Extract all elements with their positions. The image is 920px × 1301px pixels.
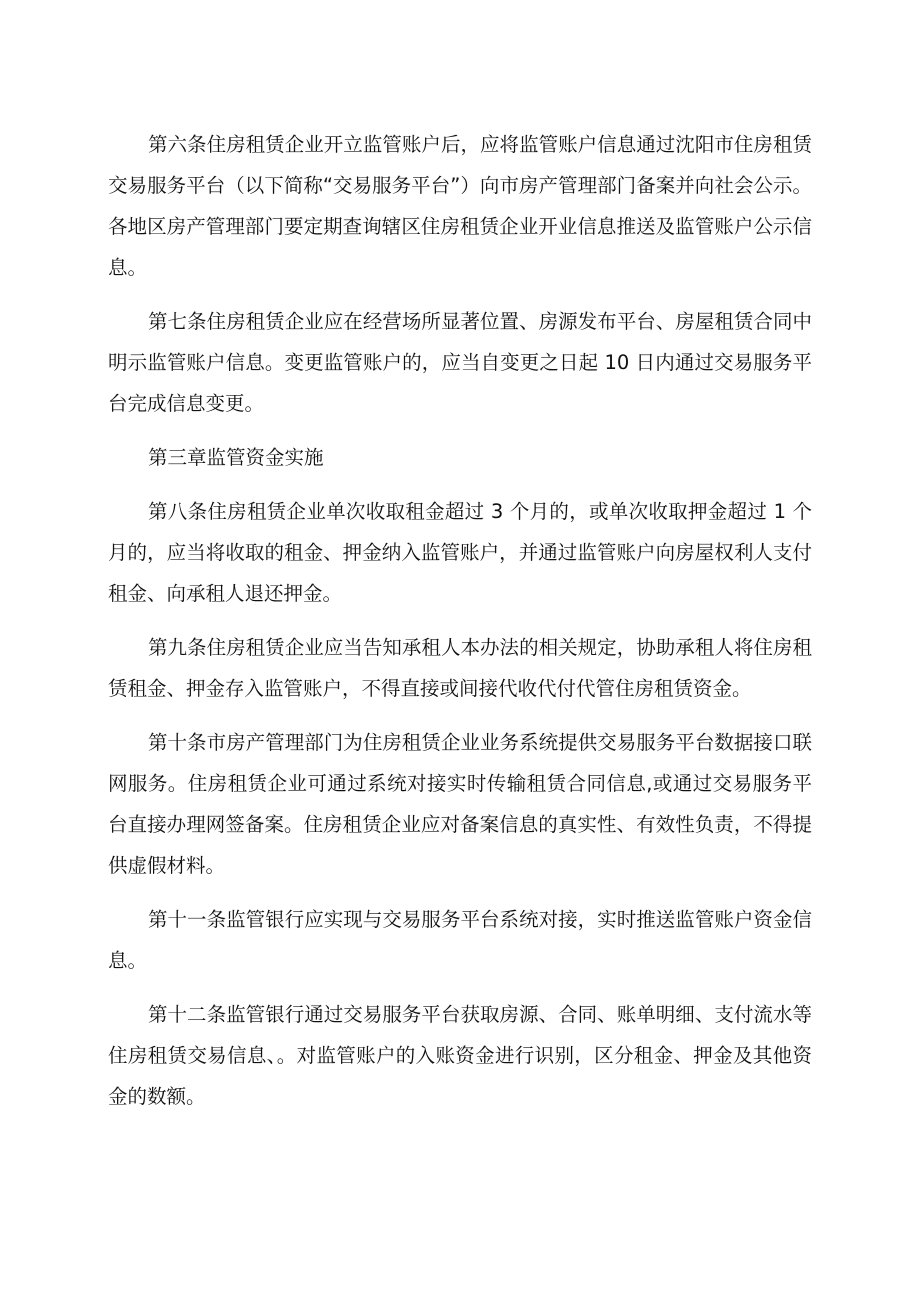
article-6-paragraph: 第六条住房租赁企业开立监管账户后，应将监管账户信息通过沈阳市住房租赁交易服务平台（以下简称“交易服务平台”）向市房产管理部门备案并向社会公示。各地区房产管理部门要定期查询辖区住房租赁企业开业信息推送及监管账户公示信息。 (108, 133, 812, 279)
article-8-paragraph: 第八条住房租赁企业单次收取租金超过 3 个月的，或单次收取押金超过 1 个月的，应当将收取的租金、押金纳入监管账户，并通过监管账户向房屋权利人支付租金、向承租人退还押金。 (108, 500, 812, 605)
article-7-paragraph: 第七条住房租赁企业应在经营场所显著位置、房源发布平台、房屋租赁合同中明示监管账户信息。变更监管账户的，应当自变更之日起 10 日内通过交易服务平台完成信息变更。 (108, 310, 812, 415)
article-9-paragraph: 第九条住房租赁企业应当告知承租人本办法的相关规定，协助承租人将住房租赁租金、押金存入监管账户，不得直接或间接代收代付代管住房租赁资金。 (108, 636, 812, 700)
article-12-paragraph: 第十二条监管银行通过交易服务平台获取房源、合同、账单明细、支付流水等住房租赁交易信息、。对监管账户的入账资金进行识别，区分租金、押金及其他资金的数额。 (108, 1003, 812, 1108)
chapter-3-heading: 第三章监管资金实施 (148, 446, 324, 469)
article-10-paragraph: 第十条市房产管理部门为住房租赁企业业务系统提供交易服务平台数据接口联网服务。住房租赁企业可通过系统对接实时传输租赁合同信息,或通过交易服务平台直接办理网签备案。住房租赁企业应对备案信息的真实性、有效性负责，不得提供虚假材料。 (108, 731, 812, 877)
article-11-paragraph: 第十一条监管银行应实现与交易服务平台系统对接，实时推送监管账户资金信息。 (108, 908, 812, 972)
document-body (108, 124, 812, 1130)
